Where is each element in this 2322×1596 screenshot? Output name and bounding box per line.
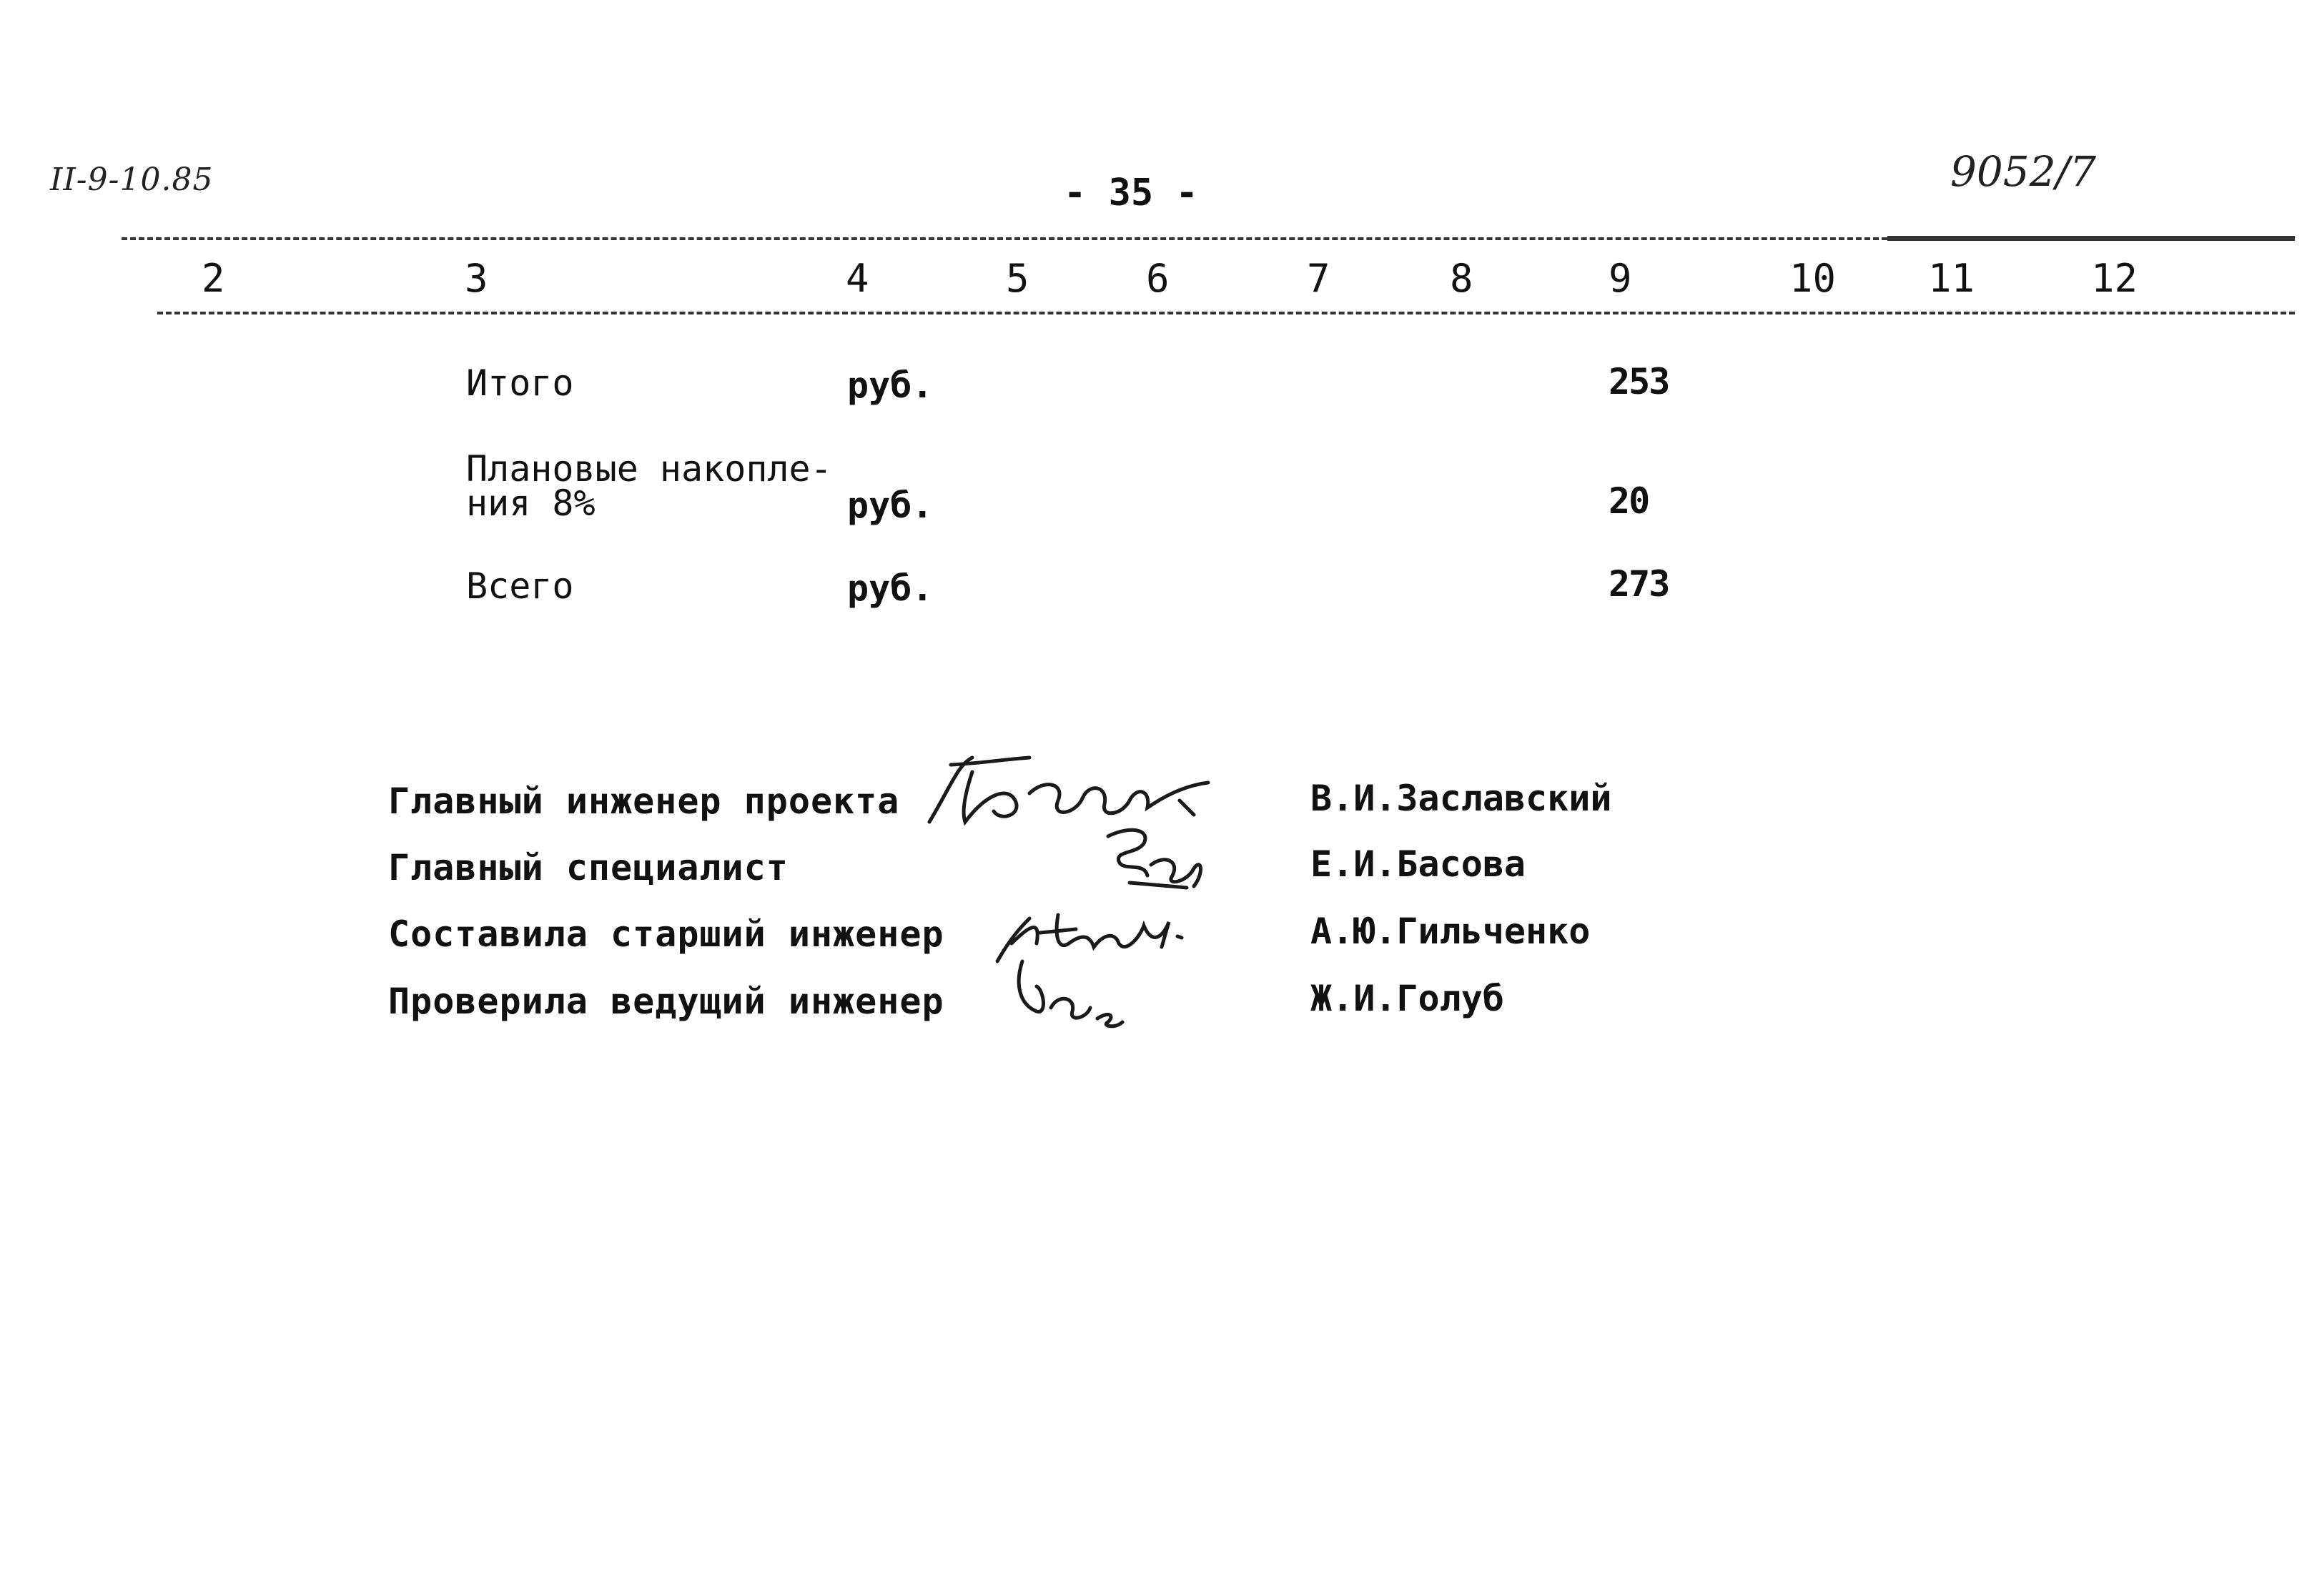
- column-header: 9: [1609, 256, 1632, 301]
- row-unit: руб.: [847, 567, 934, 609]
- table-top-rule-right: [1887, 236, 2295, 241]
- column-header: 11: [1928, 256, 1975, 301]
- handwritten-signature: [1008, 954, 1137, 1033]
- table-top-rule: [122, 237, 1887, 240]
- table-header-bottom-rule: [157, 312, 2295, 314]
- row-unit: руб.: [847, 485, 934, 526]
- document-number-note: 9052/7: [1950, 147, 2097, 196]
- column-header: 3: [465, 256, 488, 301]
- signatory-role: Главный специалист: [388, 847, 789, 888]
- column-header: 7: [1307, 256, 1330, 301]
- row-label: Всего: [466, 565, 574, 607]
- row-unit: руб.: [847, 365, 934, 406]
- column-header: 2: [202, 256, 225, 301]
- row-label-line1: Плановые накопле-: [466, 448, 832, 490]
- document-code-note: II-9-10.85: [50, 162, 214, 198]
- signatory-role: Составила старший инженер: [388, 913, 944, 955]
- row-label: Итого: [466, 362, 574, 404]
- row-value: 253: [1609, 361, 1669, 402]
- column-header: 4: [846, 256, 869, 301]
- signatory-name: В.И.Заславский: [1310, 778, 1612, 819]
- column-header: 5: [1006, 256, 1029, 301]
- column-header: 6: [1146, 256, 1170, 301]
- row-value: 20: [1609, 480, 1649, 522]
- page-number: - 35 -: [1064, 172, 1198, 214]
- signatory-role: Проверила ведущий инженер: [388, 981, 944, 1022]
- signatory-name: Ж.И.Голуб: [1310, 978, 1504, 1019]
- handwritten-signature: [1087, 822, 1215, 901]
- column-header: 12: [2091, 256, 2138, 301]
- signatory-name: А.Ю.Гильченко: [1310, 911, 1591, 952]
- row-value: 273: [1609, 563, 1669, 605]
- row-label-line2: ния 8%: [466, 482, 596, 524]
- column-header: 10: [1789, 256, 1837, 301]
- column-header: 8: [1450, 256, 1473, 301]
- signatory-name: Е.И.Басова: [1310, 843, 1526, 885]
- signatory-role: Главный инженер проекта: [388, 780, 900, 822]
